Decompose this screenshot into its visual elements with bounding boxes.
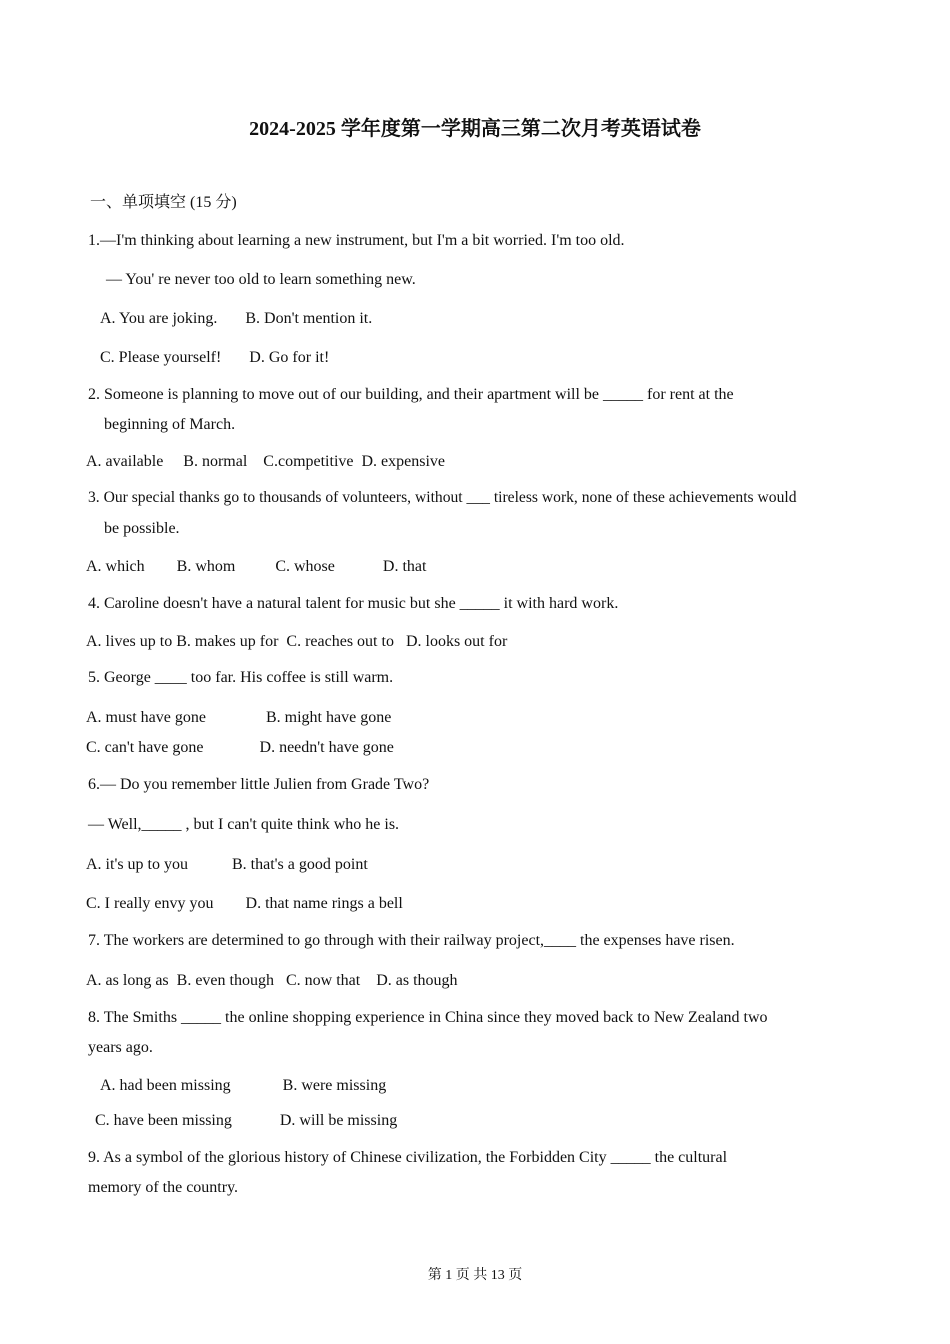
question-6-stem: 6.— Do you remember little Julien from Grade Two? xyxy=(88,776,430,793)
question-9-stem-cont: memory of the country. xyxy=(88,1179,239,1196)
page-footer: 第 1 页 共 13 页 xyxy=(427,1268,523,1283)
question-1-reply: — You' re never too old to learn something new. xyxy=(106,271,416,288)
question-5-options-ab: A. must have gone B. might have gone xyxy=(86,709,392,726)
question-3-stem-cont: be possible. xyxy=(104,520,180,537)
question-7-options: A. as long as B. even though C. now that D. as though xyxy=(86,972,458,989)
question-5-stem: 5. George ____ too far. His coffee is still warm. xyxy=(88,669,394,686)
question-4-options: A. lives up to B. makes up for C. reaches out to D. looks out for xyxy=(86,633,508,650)
question-1-options-cd: C. Please yourself! D. Go for it! xyxy=(100,349,330,366)
page-title: 2024-2025 学年度第一学期高三第二次月考英语试卷 xyxy=(249,118,701,140)
question-1-stem: 1.—I'm thinking about learning a new instrument, but I'm a bit worried. I'm too old. xyxy=(88,232,625,249)
question-1-options-ab: A. You are joking. B. Don't mention it. xyxy=(100,310,373,327)
question-5-options-cd: C. can't have gone D. needn't have gone xyxy=(86,739,394,756)
question-8-options-cd: C. have been missing D. will be missing xyxy=(95,1112,398,1129)
question-6-reply: — Well,_____ , but I can't quite think who he is. xyxy=(88,816,400,833)
question-2-options: A. available B. normal C.competitive D. expensive xyxy=(86,453,446,470)
question-7-stem: 7. The workers are determined to go through with their railway project,____ the expenses have risen. xyxy=(88,932,735,949)
question-2-stem-cont: beginning of March. xyxy=(104,416,236,433)
question-6-options-ab: A. it's up to you B. that's a good point xyxy=(86,856,368,873)
question-8-stem-cont: years ago. xyxy=(88,1039,153,1056)
question-8-stem: 8. The Smiths _____ the online shopping experience in China since they moved back to New Zealand two xyxy=(88,1009,768,1026)
question-8-options-ab: A. had been missing B. were missing xyxy=(100,1077,387,1094)
question-2-stem: 2. Someone is planning to move out of our building, and their apartment will be _____ for rent at the xyxy=(88,386,734,403)
question-9-stem: 9. As a symbol of the glorious history of Chinese civilization, the Forbidden City _____ the cultural xyxy=(88,1149,728,1166)
section-heading: 一、单项填空 (15 分) xyxy=(90,194,237,211)
question-3-options: A. which B. whom C. whose D. that xyxy=(86,558,427,575)
question-3-stem: 3. Our special thanks go to thousands of volunteers, without ___ tireless work, none of these achievements would xyxy=(88,489,797,506)
question-6-options-cd: C. I really envy you D. that name rings a bell xyxy=(86,895,403,912)
question-4-stem: 4. Caroline doesn't have a natural talent for music but she _____ it with hard work. xyxy=(88,595,619,612)
